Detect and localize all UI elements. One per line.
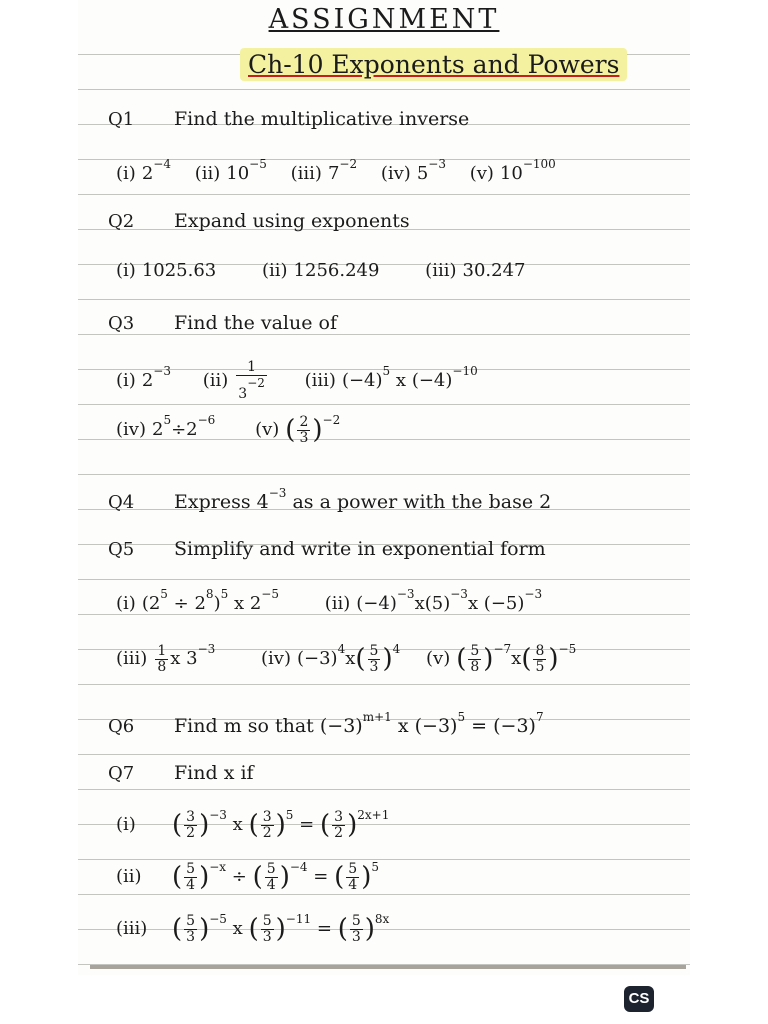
question-number: Q2 <box>108 211 135 232</box>
expression-exponent: −100 <box>522 157 556 171</box>
equals-sign: = <box>299 814 315 835</box>
expression-base: (−4) <box>356 593 397 614</box>
fraction-numerator: 3 <box>334 808 344 825</box>
camscanner-logo: CS <box>624 986 654 1012</box>
expression-exponent: −4 <box>153 157 171 171</box>
expression-base: 4 <box>256 491 269 513</box>
q1-part-ii <box>195 157 267 184</box>
fraction <box>184 810 197 841</box>
q1-part-iv <box>381 157 446 184</box>
expression-base: 5 <box>416 163 429 184</box>
expression-exponent: −3 <box>450 587 468 601</box>
fraction <box>236 360 267 402</box>
expression-exponent: −5 <box>249 157 267 171</box>
question-text: Find the multiplicative inverse <box>174 108 470 130</box>
question-number: Q3 <box>108 313 135 334</box>
expression-base: (−3) <box>319 715 363 737</box>
question-5-parts-a <box>116 587 560 614</box>
q2-part-i <box>116 260 216 281</box>
expression-exponent: −3 <box>197 642 216 656</box>
part-label: (ii) <box>202 370 229 391</box>
question-6 <box>108 710 544 737</box>
expression-base: (−3) <box>493 715 536 737</box>
part-label: (iii) <box>290 163 322 184</box>
expression-exponent: −11 <box>285 912 312 926</box>
part-label: (v) <box>426 648 451 669</box>
fraction-denominator: 8 <box>470 658 480 675</box>
expression-exponent: −6 <box>197 413 216 427</box>
fraction <box>368 644 381 675</box>
q1-part-i <box>116 157 171 184</box>
expression-base: 2 <box>141 370 154 391</box>
fraction-denominator: 2 <box>186 824 196 841</box>
fraction-denominator: 8 <box>157 658 167 675</box>
question-5 <box>108 538 546 560</box>
expression-exponent: 5 <box>160 587 168 601</box>
expression-exponent: 8x <box>374 912 390 926</box>
part-label: (iv) <box>380 163 411 184</box>
expression-base: 2 <box>151 419 164 440</box>
fraction-denominator: 4 <box>186 876 196 893</box>
fraction-numerator: 5 <box>186 912 196 929</box>
part-label: (ii) <box>261 260 288 281</box>
question-prefix: Find m so that <box>174 715 314 737</box>
expression-base: 2 <box>141 163 154 184</box>
expression-exponent: −3 <box>396 587 415 601</box>
question-3-parts-a <box>116 360 496 402</box>
expression-exponent: −10 <box>452 364 478 378</box>
question-2-parts <box>116 260 543 281</box>
equals-sign: = <box>313 866 329 887</box>
question-suffix: as a power with the base 2 <box>292 491 552 513</box>
fraction-numerator: 3 <box>186 808 196 825</box>
q7-part-iii: (iii) ( $\frac{5}{3}$ )$^{-5}$ x ( $\frac{5}{3}$ )$^{-11}$ = ( $\frac{5}{3}$ )$^{8x}$ <box>116 912 390 945</box>
part-label: (iii) <box>116 648 148 669</box>
fraction-numerator: 1 <box>157 642 167 659</box>
fraction-numerator: 1 <box>236 360 267 376</box>
operator: x <box>397 715 409 737</box>
expression-base: x(5) <box>414 593 451 614</box>
expression-exponent: 4 <box>337 642 346 656</box>
part-label: (v) <box>255 419 280 440</box>
q5-part-i <box>116 587 279 614</box>
expression-exponent: −3 <box>268 486 287 500</box>
question-prefix: Express <box>174 491 251 513</box>
question-7 <box>108 762 254 784</box>
expression-rest: x 3 <box>170 648 198 669</box>
operator: x <box>232 918 243 939</box>
fraction-denominator: 4 <box>348 876 358 893</box>
fraction-denominator: 3 <box>369 658 379 675</box>
part-label: (ii) <box>324 593 351 614</box>
expression-exponent: 5 <box>163 413 172 427</box>
question-text: Find x if <box>174 762 254 784</box>
fraction <box>350 914 363 945</box>
fraction-numerator: 5 <box>186 860 196 877</box>
q3-part-i <box>116 364 171 391</box>
question-number: Q6 <box>108 716 135 737</box>
question-number: Q4 <box>108 492 135 513</box>
expression-exponent: m+1 <box>362 710 392 724</box>
expression-exponent: −3 <box>524 587 543 601</box>
question-3 <box>108 312 337 334</box>
expression-exponent: −5 <box>558 642 577 656</box>
expression-exponent: 2x+1 <box>357 808 390 822</box>
expression-exponent: −5 <box>261 587 279 601</box>
question-1-parts <box>116 157 574 184</box>
expression-base: 7 <box>327 163 340 184</box>
fraction-denominator: 3 <box>262 928 272 945</box>
fraction-numerator: 5 <box>470 642 480 659</box>
part-label: (ii) <box>194 163 221 184</box>
expression-base: (−3) <box>414 715 458 737</box>
fraction-numerator: 2 <box>299 413 309 430</box>
expression-base: (−3) <box>297 648 338 669</box>
expression-exponent: −4 <box>289 860 308 874</box>
expression-exponent: 5 <box>285 808 294 822</box>
expression-base: 10 <box>226 163 250 184</box>
fraction <box>155 644 168 675</box>
question-3-parts-b <box>116 413 358 446</box>
expression-exponent: −5 <box>209 912 227 926</box>
fraction-numerator: 5 <box>369 642 379 659</box>
expression-exponent: 5 <box>382 364 391 378</box>
question-4 <box>108 486 551 513</box>
expression-exponent: −3 <box>428 157 446 171</box>
fraction <box>332 810 345 841</box>
q3-part-iv <box>116 413 215 440</box>
question-text: Find the value of <box>174 312 337 334</box>
part-label: (iv) <box>116 419 146 440</box>
operator: x <box>232 814 243 835</box>
expression-exponent: −7 <box>493 642 512 656</box>
question-5-parts-b <box>116 642 594 675</box>
part-label: (i) <box>116 814 136 835</box>
expression-exponent: 5 <box>371 860 379 874</box>
expression-exponent: 5 <box>457 710 466 724</box>
fraction-numerator: 5 <box>262 912 272 929</box>
denominator-base: 3 <box>238 386 248 402</box>
fraction-denominator: 3 <box>299 429 309 446</box>
part-label: (iii) <box>116 918 148 939</box>
q2-part-iii <box>425 260 525 281</box>
q5-part-iii <box>116 642 215 675</box>
q1-part-iii <box>291 157 357 184</box>
fraction-denominator: 2 <box>334 824 344 841</box>
operator: x <box>345 648 356 669</box>
expression-exponent: −2 <box>322 413 341 427</box>
question-text: Simplify and write in exponential form <box>174 538 546 560</box>
fraction-denominator: 3 <box>186 928 196 945</box>
expression-base: (−4) <box>341 370 383 391</box>
q5-part-ii <box>325 587 542 614</box>
expression-middle: ÷ 2 <box>167 593 206 614</box>
chapter-heading: Ch-10 Exponents and Powers <box>240 48 627 81</box>
fraction <box>265 862 278 893</box>
operator: ÷ <box>231 866 247 887</box>
question-text <box>174 710 544 737</box>
fraction-numerator: 5 <box>266 860 276 877</box>
equals-sign: = <box>316 918 332 939</box>
fraction-numerator: 5 <box>351 912 361 929</box>
question-text <box>174 486 552 513</box>
expression-base: 10 <box>499 163 523 184</box>
question-2 <box>108 210 410 232</box>
part-label: (iv) <box>261 648 291 669</box>
q3-part-iii <box>305 364 478 391</box>
fraction <box>297 415 310 446</box>
fraction <box>533 644 546 675</box>
q3-part-ii <box>203 360 269 402</box>
question-1 <box>108 108 469 130</box>
fraction <box>468 644 481 675</box>
fraction-denominator: 4 <box>266 876 276 893</box>
expression-exponent: −3 <box>209 808 227 822</box>
expression-exponent: 5 <box>220 587 229 601</box>
q5-part-iv: (iv) $(-3)^4x$( $\frac{5}{3}$ )$^4$ <box>261 642 401 675</box>
operator: x <box>511 648 522 669</box>
expression-open: (2 <box>141 593 161 614</box>
expression-exponent: −x <box>209 860 227 874</box>
part-label: (v) <box>469 163 494 184</box>
expression-exponent: 7 <box>535 710 544 724</box>
expression-exponent: −3 <box>153 364 171 378</box>
fraction <box>184 914 197 945</box>
q2-part-ii <box>262 260 379 281</box>
part-label: (ii) <box>116 866 142 887</box>
part-label: (i) <box>116 163 136 184</box>
expression-exponent: 4 <box>392 642 401 656</box>
operator: ÷ <box>171 419 187 440</box>
q3-part-v: (v) ( $\frac{2}{3}$ )$^{-2}$ <box>255 413 341 446</box>
q7-part-ii: (ii) ( $\frac{5}{4}$ )$^{-x}$ ÷ ( $\frac{5}{4}$ )$^{-4}$ = ( $\frac{5}{4}$ )$^5$ <box>116 860 379 893</box>
expression-exponent: 8 <box>205 587 214 601</box>
page-edge <box>90 965 686 969</box>
fraction-denominator: 2 <box>262 824 272 841</box>
expression: 30.247 <box>462 260 526 281</box>
equals-sign: = <box>471 715 488 737</box>
question-number: Q1 <box>108 109 135 130</box>
expression-exponent: −2 <box>339 157 358 171</box>
part-label: (i) <box>116 593 136 614</box>
question-number: Q5 <box>108 539 135 560</box>
q5-part-v: (v) ( $\frac{5}{8}$ )$^{-7}$x( $\frac{8}{5}$ )$^{-5}$ <box>426 642 577 675</box>
q7-part-i: (i) ( $\frac{3}{2}$ )$^{-3}$ x ( $\frac{3}{2}$ )$^5$ = ( $\frac{3}{2}$ )$^{2x+1}$ <box>116 808 390 841</box>
question-text: Expand using exponents <box>174 210 410 232</box>
expression-base: (−4) <box>411 370 453 391</box>
fraction-denominator: 3 <box>351 928 361 945</box>
part-label: (iii) <box>425 260 457 281</box>
fraction-numerator: 3 <box>262 808 272 825</box>
fraction-numerator: 8 <box>535 642 545 659</box>
fraction <box>261 914 274 945</box>
fraction-numerator: 5 <box>348 860 358 877</box>
expression: 1025.63 <box>141 260 217 281</box>
part-label: (iii) <box>304 370 336 391</box>
expression-base: 2 <box>186 419 198 440</box>
expression-base: x (−5) <box>467 593 525 614</box>
fraction-denominator <box>236 376 267 402</box>
q1-part-v <box>470 157 556 184</box>
expression-close: ) <box>213 593 221 614</box>
page-title: ASSIGNMENT <box>268 4 500 35</box>
fraction-denominator: 5 <box>535 658 545 675</box>
fraction <box>184 862 197 893</box>
expression-rest: x 2 <box>228 593 262 614</box>
fraction <box>346 862 359 893</box>
part-label: (i) <box>116 260 136 281</box>
part-label: (i) <box>116 370 136 391</box>
operator: x <box>395 370 407 391</box>
denominator-exponent: −2 <box>247 376 265 390</box>
question-number: Q7 <box>108 763 135 784</box>
fraction <box>261 810 274 841</box>
expression: 1256.249 <box>293 260 380 281</box>
